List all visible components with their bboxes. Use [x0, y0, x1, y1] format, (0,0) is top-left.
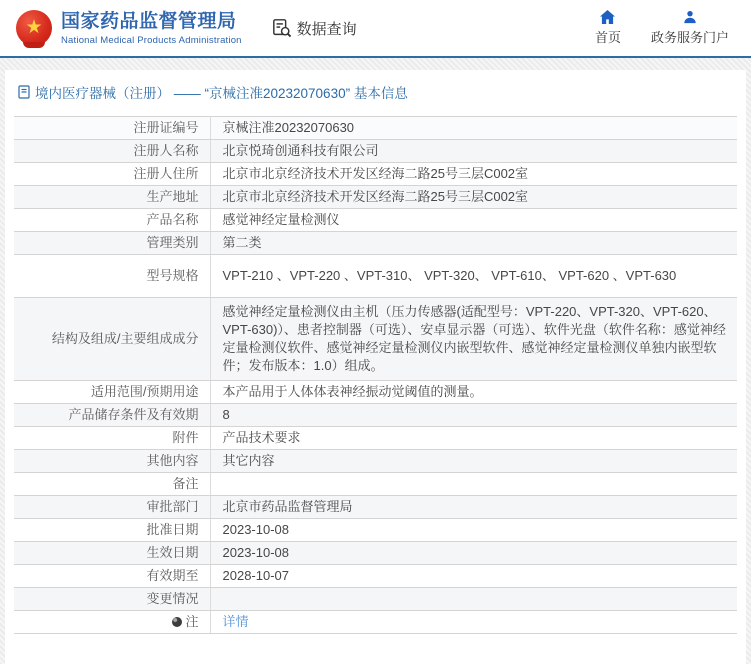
- star-icon: ★: [25, 16, 43, 38]
- row-label-text: 产品名称: [146, 212, 199, 227]
- row-label-text: 管理类别: [146, 235, 199, 250]
- row-value: 北京市北京经济技术开发区经海二路25号三层C002室: [210, 163, 737, 186]
- row-label: [14, 427, 210, 450]
- row-label-text: 生效日期: [146, 545, 199, 560]
- row-value: 其它内容: [210, 450, 737, 473]
- site-header: [0, 0, 751, 56]
- table-row: [14, 588, 737, 611]
- row-label-text: 产品储存条件及有效期: [68, 407, 199, 422]
- table-row: [14, 186, 737, 209]
- table-row: [14, 232, 737, 255]
- row-label-text: 备注: [172, 476, 199, 491]
- row-label-text: 生产地址: [146, 189, 199, 204]
- table-row: [14, 404, 737, 427]
- table-row: [14, 611, 737, 634]
- nav-portal[interactable]: [651, 10, 729, 46]
- row-label: [14, 588, 210, 611]
- table-row: [14, 519, 737, 542]
- table-row: [14, 450, 737, 473]
- national-emblem-icon: [16, 10, 52, 46]
- table-row: [14, 496, 737, 519]
- person-icon: [683, 10, 697, 24]
- row-value: VPT-210 、VPT-220 、VPT-310、 VPT-320、 VPT-610、 VPT-620 、VPT-630: [210, 255, 737, 298]
- table-row: [14, 298, 737, 381]
- row-label: [14, 519, 210, 542]
- row-label-text: 附件: [172, 430, 199, 445]
- note-icon: [172, 617, 182, 627]
- row-value: 京械注准20232070630: [210, 117, 737, 140]
- row-label-text: 批准日期: [146, 522, 199, 537]
- row-label-text: 注册人住所: [133, 166, 199, 181]
- row-value: [210, 588, 737, 611]
- agency-name-cn: 国家药品监督管理局: [61, 10, 237, 32]
- row-label: [14, 450, 210, 473]
- breadcrumb: [14, 80, 737, 110]
- stripe-band: [0, 58, 751, 70]
- row-value: 8: [210, 404, 737, 427]
- nav-data-query-label: 数据查询: [296, 20, 357, 38]
- row-label-text: 变更情况: [146, 591, 199, 606]
- row-value: 感觉神经定量检测仪: [210, 209, 737, 232]
- table-row: [14, 117, 737, 140]
- details-link[interactable]: 详情: [222, 614, 249, 629]
- row-label: [14, 186, 210, 209]
- breadcrumb-text: 境内医疗器械（注册） —— “京械注准20232070630” 基本信息: [35, 86, 408, 101]
- row-label-text: 注册证编号: [133, 120, 199, 135]
- row-label-text: 注册人名称: [133, 143, 199, 158]
- nmpa-logo[interactable]: [16, 10, 242, 46]
- nav-portal-label: 政务服务门户: [650, 30, 729, 45]
- table-row: [14, 473, 737, 496]
- row-label: [14, 565, 210, 588]
- table-row: [14, 140, 737, 163]
- row-label-text: 注: [185, 614, 199, 629]
- nav-home[interactable]: [595, 10, 621, 46]
- main-content: [5, 70, 746, 664]
- table-row: [14, 255, 737, 298]
- row-label: [14, 473, 210, 496]
- row-label: [14, 163, 210, 186]
- table-row: [14, 565, 737, 588]
- row-label: [14, 232, 210, 255]
- row-value: 2028-10-07: [210, 565, 737, 588]
- nav-data-query[interactable]: [272, 18, 357, 39]
- document-icon: [18, 85, 30, 99]
- row-value: 第二类: [210, 232, 737, 255]
- row-value: [210, 611, 737, 634]
- nav-home-label: 首页: [594, 30, 621, 45]
- row-label: [14, 140, 210, 163]
- row-value: 北京悦琦创通科技有限公司: [210, 140, 737, 163]
- row-label-text: 其他内容: [146, 453, 199, 468]
- row-label: [14, 117, 210, 140]
- row-value: 北京市北京经济技术开发区经海二路25号三层C002室: [210, 186, 737, 209]
- row-label: [14, 209, 210, 232]
- document-search-icon: [272, 18, 292, 38]
- row-value: 感觉神经定量检测仪由主机（压力传感器(适配型号：VPT-220、VPT-320、VPT-620、VPT-630)）、患者控制器（可选）、安卓显示器（可选）、软件光盘（软件名称：感觉神经定量检测仪软件、感觉神经定量检测仪内嵌型软件、感觉神经定量检测仪单独内嵌型软件；发布版本：1.0）组成。: [210, 298, 737, 381]
- row-label: [14, 298, 210, 381]
- row-label: [14, 255, 210, 298]
- table-row: [14, 542, 737, 565]
- home-icon: [600, 10, 615, 24]
- row-value: 2023-10-08: [210, 519, 737, 542]
- row-label: [14, 542, 210, 565]
- row-value: 本产品用于人体体表神经振动觉阈值的测量。: [210, 381, 737, 404]
- row-value: 北京市药品监督管理局: [210, 496, 737, 519]
- row-label-text: 审批部门: [146, 499, 199, 514]
- agency-name-en: National Medical Products Administration: [61, 34, 242, 46]
- table-row: [14, 209, 737, 232]
- row-value: 2023-10-08: [210, 542, 737, 565]
- row-label: [14, 496, 210, 519]
- row-label-text: 结构及组成/主要组成成分: [51, 331, 199, 346]
- row-value: 产品技术要求: [210, 427, 737, 450]
- table-row: [14, 381, 737, 404]
- top-nav: [595, 10, 735, 46]
- row-label-text: 型号规格: [146, 268, 199, 283]
- row-label: [14, 381, 210, 404]
- row-label: [14, 611, 210, 634]
- registration-info-table: [14, 116, 737, 634]
- table-row: [14, 427, 737, 450]
- row-label-text: 适用范围/预期用途: [90, 384, 199, 399]
- row-label: [14, 404, 210, 427]
- row-label-text: 有效期至: [146, 568, 199, 583]
- row-value: [210, 473, 737, 496]
- agency-titles: [61, 11, 242, 46]
- table-row: [14, 163, 737, 186]
